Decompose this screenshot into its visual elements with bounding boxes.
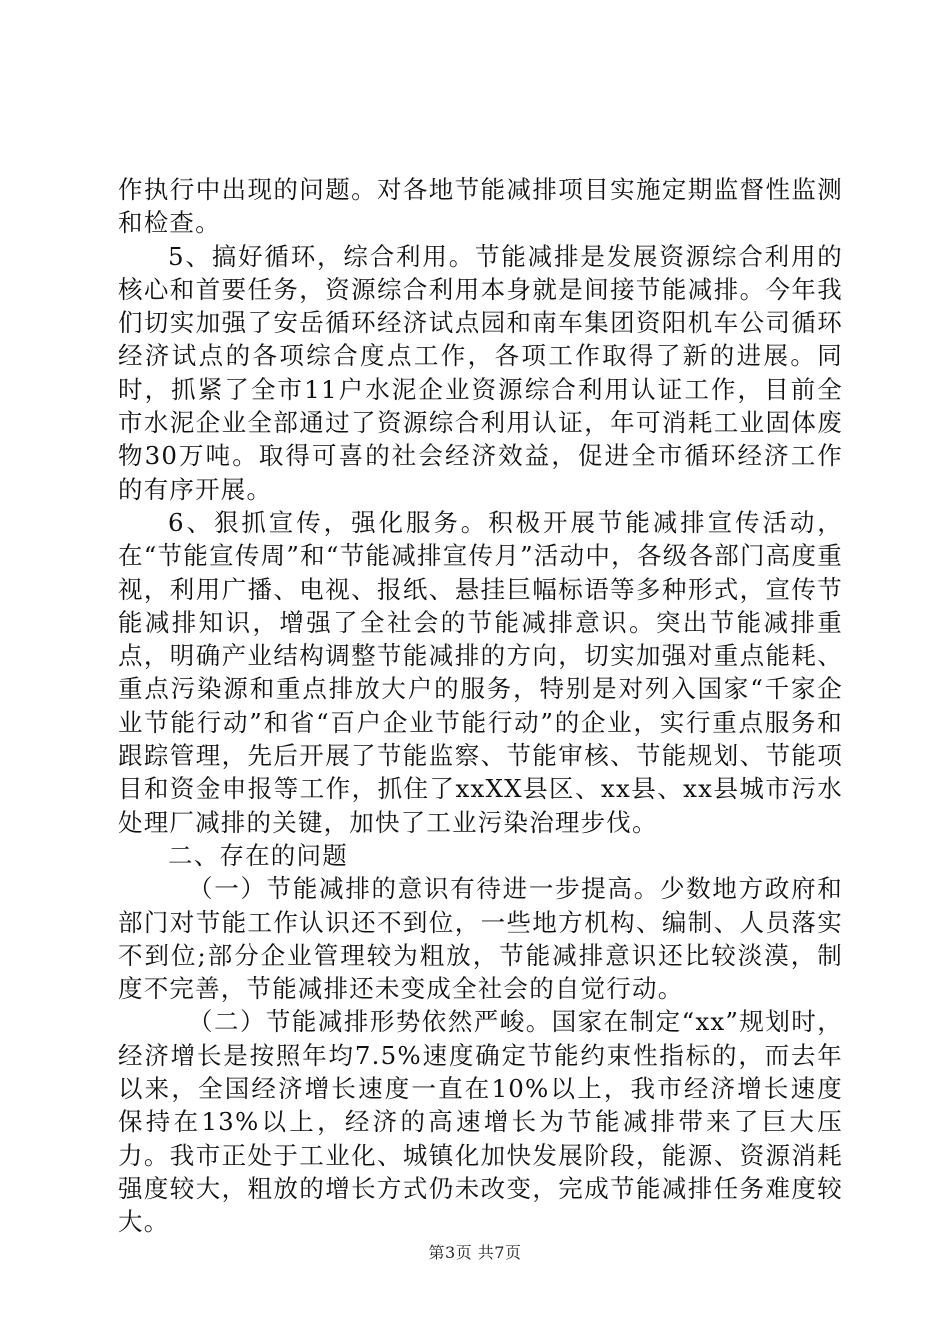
paragraph-problem-1: （一）节能减排的意识有待进一步提高。少数地方政府和部门对节能工作认识还不到位，一些地方机构、编制、人员落实不到位;部分企业管理较为粗放，节能减排意识还比较淡漠，制度不完善，节能减排还未变成全社会的自觉行动。 [118, 874, 843, 1004]
page-number-footer: 第3页 共7页 [428, 1243, 522, 1262]
paragraph-item-6: 6、狠抓宣传，强化服务。积极开展节能减排宣传活动，在“节能宣传周”和“节能减排宣传月”活动中，各级各部门高度重视，利用广播、电视、报纸、悬挂巨幅标语等多种形式，宣传节能减排知识，增强了全社会的节能减排意识。突出节能减排重点，明确产业结构调整节能减排的方向，切实加强对重点能耗、重点污染源和重点排放大户的服务，特别是对列入国家“千家企业节能行动”和省“百户企业节能行动”的企业，实行重点服务和跟踪管理，先后开展了节能监察、节能审核、节能规划、节能项目和资金申报等工作，抓住了xxXX县区、xx县、xx县城市污水处理厂减排的关键，加快了工业污染治理步伐。 [118, 507, 843, 837]
paragraph-item-5: 5、搞好循环，综合利用。节能减排是发展资源综合利用的核心和首要任务，资源综合利用本身就是间接节能减排。今年我们切实加强了安岳循环经济试点园和南车集团资阳机车公司循环经济试点的各项综合度点工作，各项工作取得了新的进展。同时，抓紧了全市11户水泥企业资源综合利用认证工作，目前全市水泥企业全部通过了资源综合利用认证，年可消耗工业固体废物30万吨。取得可喜的社会经济效益，促进全市循环经济工作的有序开展。 [118, 241, 843, 504]
paragraph-problem-2: （二）节能减排形势依然严峻。国家在制定“xx”规划时，经济增长是按照年均7.5%速度确定节能约束性指标的，而去年以来，全国经济增长速度一直在10%以上，我市经济增长速度保持在13%以上，经济的高速增长为节能减排带来了巨大压力。我市正处于工业化、城镇化加快发展阶段，能源、资源消耗强度较大，粗放的增长方式仍未改变，完成节能减排任务难度较大。 [118, 1007, 843, 1237]
paragraph-continuation: 作执行中出现的问题。对各地节能减排项目实施定期监督性监测和检查。 [118, 175, 843, 238]
section-heading-problems: 二、存在的问题 [168, 840, 348, 870]
document-body [118, 173, 843, 1239]
